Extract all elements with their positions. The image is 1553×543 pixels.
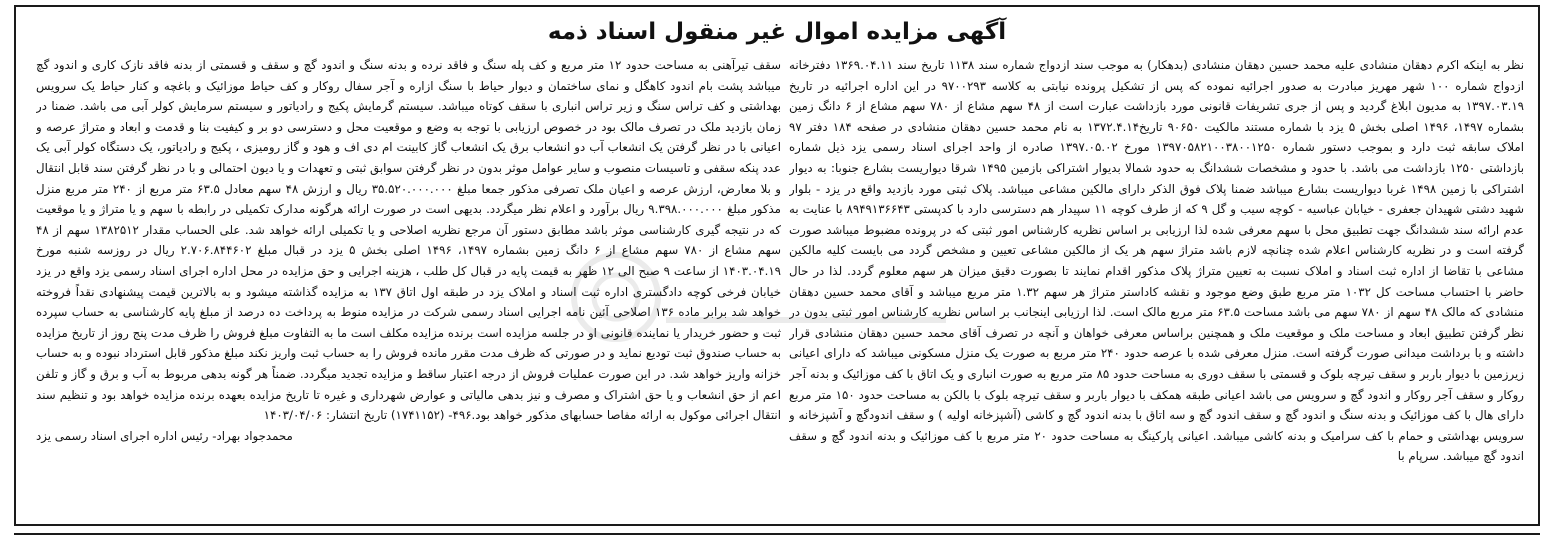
- signature-row: [36, 426, 781, 447]
- notice-column-left: [36, 55, 781, 512]
- notice-title: آگهی مزایده اموال غیر منقول اسناد ذمه: [547, 19, 1007, 45]
- bottom-divider: [14, 533, 1540, 535]
- notice-paragraph-left: سقف تیرآهنی به مساحت حدود ۱۲ متر مربع و کف پله سنگ و فاقد نرده و بدنه سنگ و اندود گچ و سقف و قسمتی از بدنه فاقد نازک کاری و اندود گچ میباشد پشت بام اندود کاهگل و نمای ساختمان و دیوار حیاط با سنگ ازاره و آجر سفال روکار و کف حیاط موزائیک و باغچه و کنار حیاط یک سرویس بهداشتی و کف تراس سنگ و زیر تراس انباری با سقف کوتاه میباشد. سیستم گرمایش پکیج و رادیاتور و سیستم سرمایش کولر آبی می باشد. ضمنا در زمان بازدید ملک در تصرف مالک بود در خصوص ارزیابی با توجه به وضع و موقعیت محل و دسترسی دو بر و کیفیت بنا و قدمت و ابعاد و متراژ عرصه و اعیانی با در نظر گرفتن یک انشعاب آب دو انشعاب برق یک انشعاب گاز کابینت ام دی اف و هود و گاز رومیزی ، پکیج و رادیاتور، یک دستگاه کولر آبی یک عدد پنکه سقفی و تاسیسات منصوب و سایر عوامل موثر بدون در نظر گرفتن سوابق ثبتی و تعهدات و یا دیون احتمالی و با در نظر گرفتن سند قابل انتقال و بلا معارض، ارزش عرصه و اعیان ملک تصرفی مذکور جمعا مبلغ ۳۵.۵۲۰.۰۰۰.۰۰۰ ریال و ارزش ۴۸ سهم معادل ۶۳.۵ متر مربع از ۲۴۰ متر مربع منزل مذکور مبلغ ۹.۳۹۸.۰۰۰.۰۰۰ ریال برآورد و اعلام نظر میگردد. بدیهی است در صورت ارائه هرگونه مدارک تکمیلی در رابطه با سهم و یا متراژ و یا موقعیت که در نتیجه گیری کارشناسی موثر باشد مطابق دستور آن مرجع نظریه اصلاحی و یا تکمیلی ارائه خواهد شد. علی الحساب مقدار ۱۳۸۲۵۱۲ سهم از ۴۸ سهم مشاع از ۷۸۰ سهم مشاع از ۶ دانگ زمین بشماره ۱۴۹۷، ۱۴۹۶ اصلی بخش ۵ یزد در قبال مبلغ ۲.۷۰۶.۸۴۴۶۰۲ ریال در روزسه شنبه مورخ ۱۴۰۳.۰۴.۱۹ از ساعت ۹ صبح الی ۱۲ ظهر به قیمت پایه در قبال کل طلب ، هزینه اجرایی و حق مزایده در محل اداره اجرای اسناد رسمی یزد واقع در یزد خیابان فرخی کوچه دادگستری اداره ثبت اسناد و املاک یزد در طبقه اول اتاق ۱۳۷ به مزایده گذاشته میشود و به بالاترین قیمت پیشنهادی نقداً فروخته خواهد شد برابر ماده ۱۳۶ اصلاحی آئین نامه اجرایی اسناد رسمی شرکت در مزایده منوط به پرداخت ده درصد از مبلغ پایه کارشناسی به حساب سپرده ثبت و حضور خریدار یا نماینده قانونی او در جلسه مزایده است برنده مزایده مکلف است ما به التفاوت مبلغ فروش را ظرف مدت پنج روز از تاریخ مزایده به حساب صندوق ثبت تودیع نماید و در صورتی که ظرف مدت مقرر مانده فروش را به حساب ثبت واریز نکند مبلغ مذکور قابل استرداد نبوده و به حساب خزانه واریز خواهد شد. در این صورت عملیات فروش از درجه اعتبار ساقط و مزایده تجدید میگردد. ضمناً هر گونه بدهی مربوط به آب و برق و گاز و تلفن اعم از حق انشعاب و یا حق اشتراک و مصرف و نیز بدهی مالیاتی و عوارض شهرداری و غیره تا تاریخ مزایده بعهده برنده مزایده خواهد بود و تنظیم سند انتقال اجرائی موکول به ارائه مفاصا حسابهای مذکور خواهد بود.۴۹۶- (۱۷۴۱۱۵۲) تاریخ انتشار: ۱۴۰۳/۰۴/۰۶: [36, 58, 781, 423]
- notice-body: [36, 55, 1524, 512]
- signature: محمدجواد بهراد- رئیس اداره اجرای اسناد رسمی یزد: [36, 428, 293, 443]
- notice-paragraph-right: نظر به اینکه اکرم دهقان منشادی علیه محمد حسین دهقان منشادی (بدهکار) به موجب سند ازدواج شماره سند ۱۱۳۸ تاریخ سند ۱۳۶۹.۰۴.۱۱ دفترخانه ازدواج شماره ۱۰۰ شهر مهریز مبادرت به صدور اجرائیه نموده که پس از تشکیل پرونده نیابتی به کلاسه ۹۷۰۰۲۹۳ در این اداره اجرائیه در تاریخ ۱۳۹۷.۰۳.۱۹ به مدیون ابلاغ گردید و پس از جری تشریفات قانونی مورد بازداشت عبارت است از ۴۸ سهم مشاع از ۷۸۰ سهم مشاع از ۶ دانگ زمین بشماره ۱۴۹۷، ۱۴۹۶ اصلی بخش ۵ یزد با شماره مستند مالکیت ۹۰۶۵۰ تاریخ۱۳۷۲.۴.۱۴ به نام محمد حسین دهقان منشادی در صفحه ۱۸۴ دفتر ۹۷ املاک سابقه ثبت دارد و بموجب دستور شماره ۱۳۹۷۰۵۸۲۱۰۰۳۸۰۰۱۲۵۰ مورخ ۱۳۹۷.۰۵.۰۲ صادره از واحد اجرای اسناد رسمی یزد ذیل شماره بازداشتی ۱۲۵۰ بازداشت می باشد. با حدود و مشخصات ششدانگ به حدود شمالا بدیوار اشتراکی بازمین ۱۴۹۵ شرقا دیواریست بشارع جنوبا: به دیوار اشتراکی با زمین ۱۴۹۸ غربا دیواریست بشارع میباشد ضمنا پلاک فوق الذکر دارای مالکین مشاعی میباشد. پلاک ثبتی مورد بازدید واقع در یزد - بلوار شهید دشتی شهیدان جعفری - خیابان عباسیه - کوچه سیب و گل ۹ که از طرف کوچه ۱۱ سپیدار هم دسترسی دارد با کدپستی ۸۹۴۹۱۳۶۶۴۳ با عنایت به عدم ارائه سند ششدانگ جهت تطبیق محل با سهم معرفی شده لذا ارزیابی بر اساس نظریه کارشناس امور ثبتی که در پرونده مضبوط میباشد صورت گرفته است و در نظریه کارشناس اعلام شده چنانچه لازم باشد متراژ سهم هر یک از مالکین مشاعی تعیین و مشخص گردد می بایست کلیه مالکین مشاعی با تقاضا از اداره ثبت اسناد و املاک نسبت به تعیین متراژ پلاک مذکور اقدام نمایند تا بصورت دقیق میزان هر سهم معلوم گردد. لذا در حال حاضر با احتساب مساحت کل ۱۰۳۲ متر مربع طبق وضع موجود و نقشه کاداستر متراژ هر سهم ۱.۳۲ متر مربع میباشد و آقای محمد حسین دهقان منشادی که مالک ۴۸ سهم از ۷۸۰ سهم می باشد مساحت ۶۳.۵ متر مربع مالک است. لذا ارزیابی اینجانب بر اساس نظریه کارشناس امور ثبتی بدون در نظر گرفتن تطبیق ابعاد و مساحت ملک و موقعیت ملک و همچنین براساس معرفی خواهان و آنچه در تصرف آقای محمد حسین دهقان منشادی قرار داشته و با برداشت میدانی صورت گرفته است. منزل معرفی شده با عرصه حدود ۲۴۰ متر مربع به صورت یک منزل مسکونی میباشد که دارای اعیانی زیرزمین با دیوار باربر و سقف تیرچه بلوک و قسمتی با سقف دوری به مساحت حدود ۸۵ متر مربع به صورت انباری و یک اتاق با کف موزائیک و بدنه آجر روکار و سقف آجر روکار و اندود گچ و سرویس می باشد اعیانی طبقه همکف با دیوار باربر و سقف تیرچه بلوک با بالکن به مساحت حدود ۱۵۰ متر مربع دارای هال با کف موزائیک و بدنه سنگ و اندود گچ و سقف اندود گچ و سه اتاق با بدنه اندود گچ و کاشی (آشپزخانه اولیه ) و سقف اندودگچ و آشپزخانه و سرویس بهداشتی و حمام با کف سرامیک و بدنه کاشی میباشد. اعیانی پارکینگ به مساحت حدود ۲۰ متر مربع با کف موزائیک و بدنه اندود گچ و سقف اندود گچ میباشد. سرپام با: [789, 58, 1524, 464]
- auction-notice: [14, 5, 1540, 526]
- notice-column-right: [789, 55, 1524, 512]
